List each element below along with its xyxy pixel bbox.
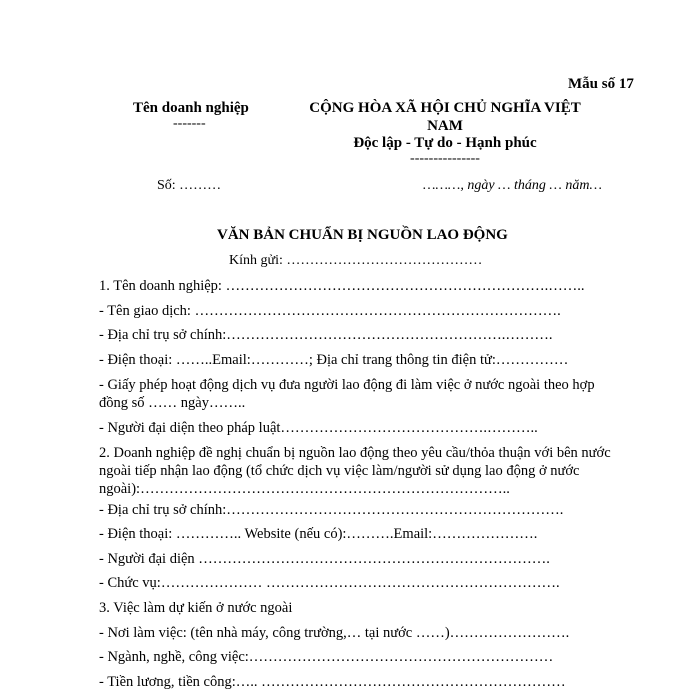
document-number: Số: ……… (157, 178, 222, 193)
field-license: - Giấy phép hoạt động dịch vụ đưa người lao động đi làm việc ở nước ngoài theo hợp đồng số …… ngày…….. (99, 377, 595, 411)
company-name-label: Tên doanh nghiệp (133, 100, 249, 116)
republic-title-line2: NAM (427, 118, 463, 134)
motto: Độc lập - Tự do - Hạnh phúc (353, 135, 537, 151)
form-number: Mẫu số 17 (568, 76, 634, 92)
field-foreign-partner: 2. Doanh nghiệp đề nghị chuẩn bị nguồn lao động theo yêu cầu/thỏa thuận với bên nước ngoài tiếp nhận lao động (tổ chức dịch vụ việc làm/người sử dụng lao động ở nước ngoài):………………………………………………………………….. (99, 445, 611, 497)
document-title: VĂN BẢN CHUẨN BỊ NGUỒN LAO ĐỘNG (217, 227, 508, 243)
section-expected-job: 3. Việc làm dự kiến ở nước ngoài (99, 600, 293, 616)
company-divider: ------- (173, 116, 206, 131)
field-legal-representative: - Người đại diện theo pháp luật…………………………………….……….. (99, 420, 538, 436)
field-trade-name: - Tên giao dịch: …………………………………………………………………. (99, 303, 561, 319)
date-line: ………, ngày … tháng … năm… (423, 178, 602, 193)
field-contact: - Điện thoại: ……..Email:…………; Địa chỉ trang thông tin điện tử:…………… (99, 352, 569, 368)
recipient-line: Kính gửi: …………………………………… (229, 253, 483, 268)
republic-title-line1: CỘNG HÒA XÃ HỘI CHỦ NGHĨA VIỆT (309, 100, 581, 116)
motto-divider: --------------- (410, 151, 480, 166)
field-company-name: 1. Tên doanh nghiệp: ………………………………………………………….…….. (99, 278, 585, 294)
field-salary: - Tiền lương, tiền công:….. ……………………………………………………… (99, 674, 566, 690)
field-occupation: - Ngành, nghề, công việc:……………………………………………………… (99, 649, 554, 665)
field-partner-office: - Địa chỉ trụ sở chính:……………………………………………………………. (99, 502, 564, 518)
field-position: - Chức vụ:………………… ……………………………………………………. (99, 575, 560, 591)
field-head-office: - Địa chỉ trụ sở chính:………………………………………………….………. (99, 327, 553, 343)
field-workplace: - Nơi làm việc: (tên nhà máy, công trường,… tại nước ……)……………………. (99, 625, 570, 641)
field-partner-contact: - Điện thoại: ………….. Website (nếu có):……….Email:…………………. (99, 526, 538, 542)
field-partner-representative: - Người đại diện ………………………………………………………………. (99, 551, 550, 567)
